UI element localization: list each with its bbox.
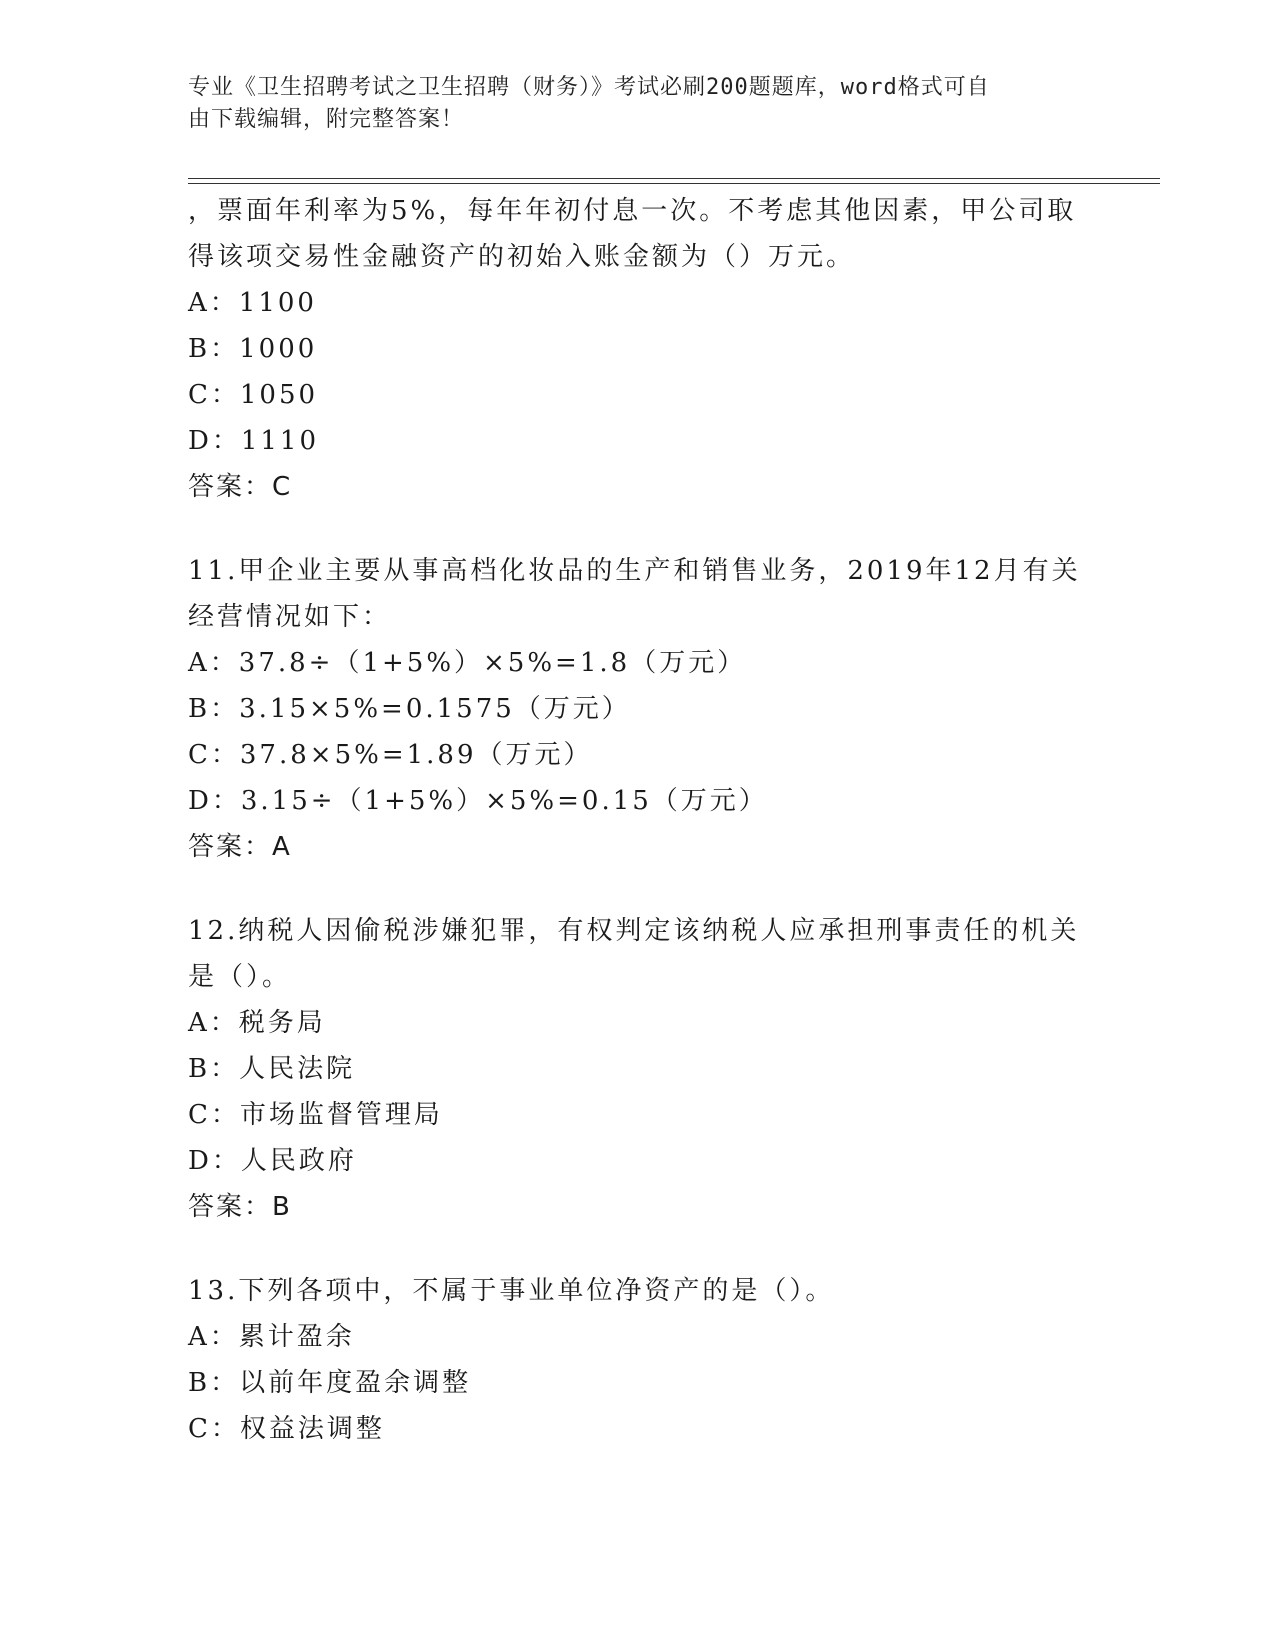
- answer: 答案：B: [188, 1192, 292, 1222]
- option-b: B：3.15×5%=0.1575（万元）: [188, 694, 631, 724]
- header-rule-top: [188, 178, 1160, 179]
- option-b: B：人民法院: [188, 1054, 356, 1084]
- option-c: C：市场监督管理局: [188, 1100, 443, 1130]
- option-a: A：1100: [188, 288, 317, 318]
- question-text-line: 13.下列各项中，不属于事业单位净资产的是（）。: [188, 1276, 835, 1306]
- question-continued: [188, 188, 1088, 510]
- option-a: A：37.8÷（1+5%）×5%=1.8（万元）: [188, 648, 747, 678]
- answer: 答案：A: [188, 832, 292, 862]
- option-a: A：累计盈余: [188, 1322, 355, 1352]
- document-body: [188, 188, 1088, 1452]
- option-c: C：37.8×5%=1.89（万元）: [188, 740, 593, 770]
- question-13: [188, 1268, 1088, 1452]
- option-c: C：1050: [188, 380, 319, 410]
- question-text-line: ，票面年利率为5%，每年年初付息一次。不考虑其他因素，甲公司取: [188, 196, 1077, 226]
- header-line-1: 专业《卫生招聘考试之卫生招聘（财务）》考试必刷200题题库，word格式可自: [188, 75, 990, 100]
- option-b: B：以前年度盈余调整: [188, 1368, 472, 1398]
- question-text-line: 得该项交易性金融资产的初始入账金额为（）万元。: [188, 242, 856, 272]
- question-12: [188, 908, 1088, 1230]
- option-c: C：权益法调整: [188, 1414, 385, 1444]
- question-text-line: 11.甲企业主要从事高档化妆品的生产和销售业务，2019年12月有关: [188, 556, 1081, 586]
- option-b: B：1000: [188, 334, 318, 364]
- question-text-line: 经营情况如下：: [188, 602, 392, 632]
- header-line-2: 由下载编辑，附完整答案！: [188, 107, 465, 132]
- question-text-line: 是（）。: [188, 962, 292, 992]
- document-header: [188, 72, 1068, 136]
- option-d: D：3.15÷（1+5%）×5%=0.15（万元）: [188, 786, 768, 816]
- option-a: A：税务局: [188, 1008, 326, 1038]
- header-rule-bottom: [188, 183, 1160, 184]
- option-d: D：人民政府: [188, 1146, 357, 1176]
- option-d: D：1110: [188, 426, 320, 456]
- answer: 答案：C: [188, 472, 293, 502]
- question-text-line: 12.纳税人因偷税涉嫌犯罪，有权判定该纳税人应承担刑事责任的机关: [188, 916, 1080, 946]
- question-11: [188, 548, 1088, 870]
